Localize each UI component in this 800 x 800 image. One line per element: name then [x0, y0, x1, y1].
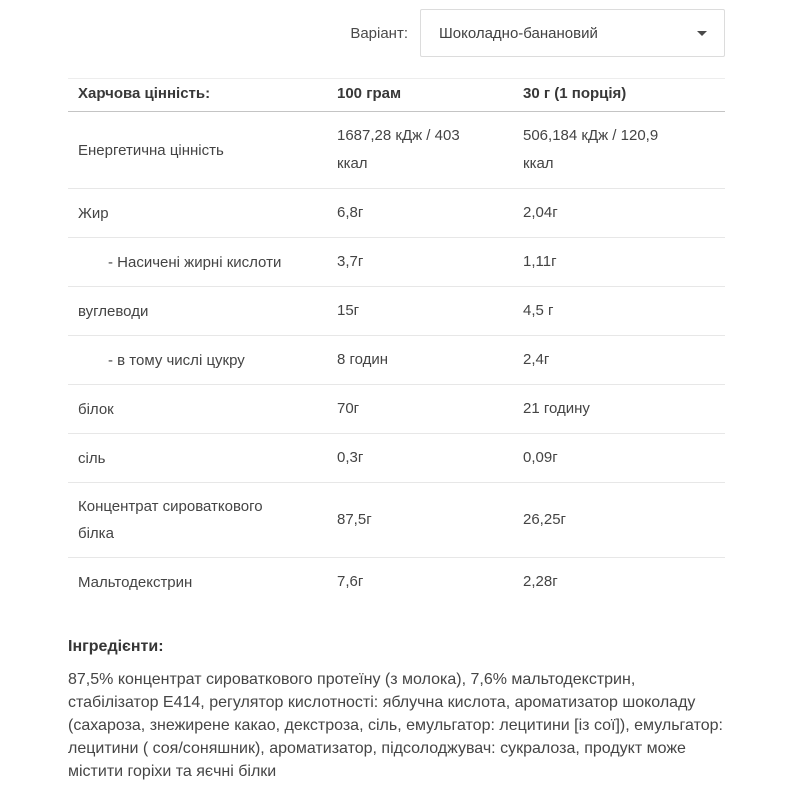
row-label: Концентрат сироваткового білка — [68, 483, 337, 558]
table-row — [68, 189, 725, 238]
row-value-100g: 6,8г — [337, 189, 523, 238]
row-value-100g: 8 годин — [337, 336, 523, 385]
row-value-portion: 2,04г — [523, 189, 725, 238]
row-label: сіль — [68, 434, 337, 483]
row-label: білок — [68, 385, 337, 434]
table-row — [68, 238, 725, 287]
row-value-100g: 7,6г — [337, 573, 364, 590]
row-value-portion: 2,28г — [523, 573, 558, 590]
table-header-row — [68, 79, 725, 112]
table-row — [68, 112, 725, 189]
variant-select[interactable] — [420, 9, 725, 57]
ingredients-heading: Інгредієнти: — [68, 638, 164, 655]
row-value-portion: 506,184 кДж / 120,9 ккал — [523, 112, 725, 189]
header-per-100g: 100 грам — [337, 79, 523, 112]
row-value-portion: 0,09г — [523, 434, 725, 483]
table-row — [68, 558, 725, 607]
variant-select-value: Шоколадно-банановий — [439, 24, 598, 42]
row-value-100g: 70г — [337, 385, 523, 434]
table-row — [68, 434, 725, 483]
variant-row — [68, 9, 725, 57]
row-label: Жир — [68, 189, 337, 238]
row-value-100g: 3,7г — [337, 238, 523, 287]
table-row — [68, 336, 725, 385]
header-per-portion: 30 г (1 порція) — [523, 79, 725, 112]
nutrition-table — [68, 78, 725, 606]
nutrition-panel — [68, 0, 725, 783]
row-label: - Насичені жирні кислоти — [68, 238, 337, 287]
row-value-portion: 1,11г — [523, 238, 725, 287]
row-label: вуглеводи — [68, 287, 337, 336]
ingredients-text: 87,5% концентрат сироваткового протеїну (з молока), 7,6% мальтодекстрин, стабілізатор Е414, регулятор кислотності: яблучна кислота, ароматизатор шоколаду (сахароза, знежирене какао, декстроза, сіль, емульгатор: лецитини [із сої]), емульгатор: лецитини ( соя/соняшник), ароматизатор, підсолоджувач: сукралоза, продукт може містити горіхи та яєчні білки — [68, 671, 723, 780]
table-row — [68, 483, 725, 558]
table-row — [68, 385, 725, 434]
row-value-portion: 21 годину — [523, 385, 725, 434]
row-value-100g: 15г — [337, 287, 523, 336]
variant-label: Варіант: — [350, 24, 408, 42]
row-label: Мальтодекстрин — [78, 573, 193, 591]
row-value-100g: 1687,28 кДж / 403 ккал — [337, 112, 523, 189]
table-row — [68, 287, 725, 336]
row-label: Енергетична цінність — [68, 112, 337, 189]
row-value-portion: 26,25г — [523, 483, 725, 558]
row-value-portion: 4,5 г — [523, 287, 725, 336]
chevron-down-icon — [697, 31, 707, 36]
row-value-portion: 2,4г — [523, 336, 725, 385]
row-value-100g: 0,3г — [337, 434, 523, 483]
header-nutrition-facts: Харчова цінність: — [68, 79, 337, 112]
row-label: - в тому числі цукру — [68, 336, 337, 385]
row-value-100g: 87,5г — [337, 483, 523, 558]
